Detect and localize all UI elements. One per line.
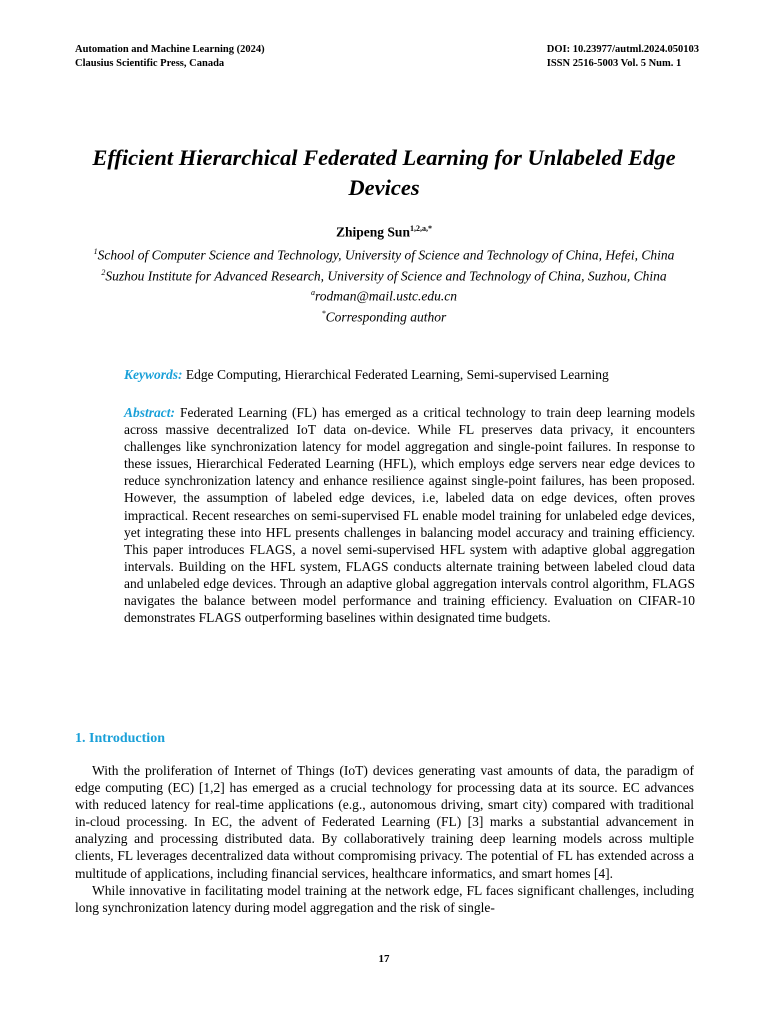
affiliation-text: Suzhou Institute for Advanced Research, University of Science and Technology of China, Suzhou, China [105,268,667,283]
paragraph: With the proliferation of Internet of Things (IoT) devices generating vast amounts of data, the paradigm of edge computing (EC) [1,2] has emerged as a crucial technology for processing data at its source. EC advances with reduced latency for real-time applications (e.g., autonomous driving, smart city) compared with traditional in-cloud processing. In EC, the advent of Federated Learning (FL) [3] marks a substantial advancement in analyzing and processing distributed data. By collaboratively training deep learning models across multiple clients, FL leverages decentralized data without compromising privacy. The potential of FL has extended across a multitude of applications, including financial services, healthcare informatics, and smart homes [4]. [75,763,694,881]
corresponding-text: Corresponding author [325,309,447,324]
paragraph: While innovative in facilitating model training at the network edge, FL faces significant challenges, including long synchronization latency during model aggregation and the risk of single- [75,882,694,915]
page-number: 17 [378,953,390,965]
running-header-left [75,43,265,71]
running-header-right [547,43,699,71]
affiliation-2 [75,264,693,285]
doi-text: DOI: 10.23977/autml.2024.050103 [546,44,699,55]
corresponding-line [75,305,693,326]
abstract-text: Federated Learning (FL) has emerged as a critical technology to train deep learning models across massive decentralized IoT data on-device. While FL preserves data privacy, it encounters challenges like synchronization latency for model aggregation and single-point failures. In response to these issues, Hierarchical Federated Learning (HFL), which employs edge servers near edge devices to reduce synchronization latency and enhance resilience against single-point failures, has been proposed. However, the assumption of labeled edge devices, i.e, labeled data on edge devices, often proves impractical. Recent researches on semi-supervised FL enable model training for unlabeled edge devices, yet integrating these into HFL presents challenges in balancing model accuracy and training efficiency. This paper introduces FLAGS, a novel semi-supervised HFL system with adaptive global aggregation intervals. Building on the HFL system, FLAGS conducts alternate training between labeled cloud data and unlabeled edge devices. Through an adaptive global aggregation intervals control algorithm, FLAGS navigates the balance between model performance and training efficiency. Evaluation on CIFAR-10 demonstrates FLAGS outperforming baselines within designated time budgets. [124,405,695,626]
affiliation-mark: 2 [101,267,106,277]
issn-text: ISSN 2516-5003 Vol. 5 Num. 1 [546,58,682,69]
author-line [75,220,693,241]
paper-title: Efficient Hierarchical Federated Learning for Unlabeled Edge Devices [92,145,676,200]
corresponding-mark: * [321,308,326,318]
affiliation-1 [75,243,693,264]
keywords-label: Keywords: [124,367,183,382]
abstract-label: Abstract: [124,405,176,420]
introduction-body [75,762,694,916]
abstract-block [124,404,695,626]
publisher-name: Clausius Scientific Press, Canada [75,58,225,69]
affiliations [75,243,693,325]
section-heading-introduction: 1. Introduction [75,731,165,746]
author-name: Zhipeng Sun [336,224,410,240]
email-text: rodman@mail.ustc.edu.cn [314,288,458,304]
affiliation-text: School of Computer Science and Technology, University of Science and Technology of China, Hefei, China [97,247,675,263]
keywords-text: Edge Computing, Hierarchical Federated Learning, Semi-supervised Learning [185,367,609,382]
email-line [75,284,693,305]
keywords-block [124,366,696,383]
affiliation-mark: 1 [93,247,98,256]
author-marks: 1,2,a,* [409,224,432,233]
email-mark: a [310,288,315,297]
journal-name: Automation and Machine Learning (2024) [75,44,265,55]
